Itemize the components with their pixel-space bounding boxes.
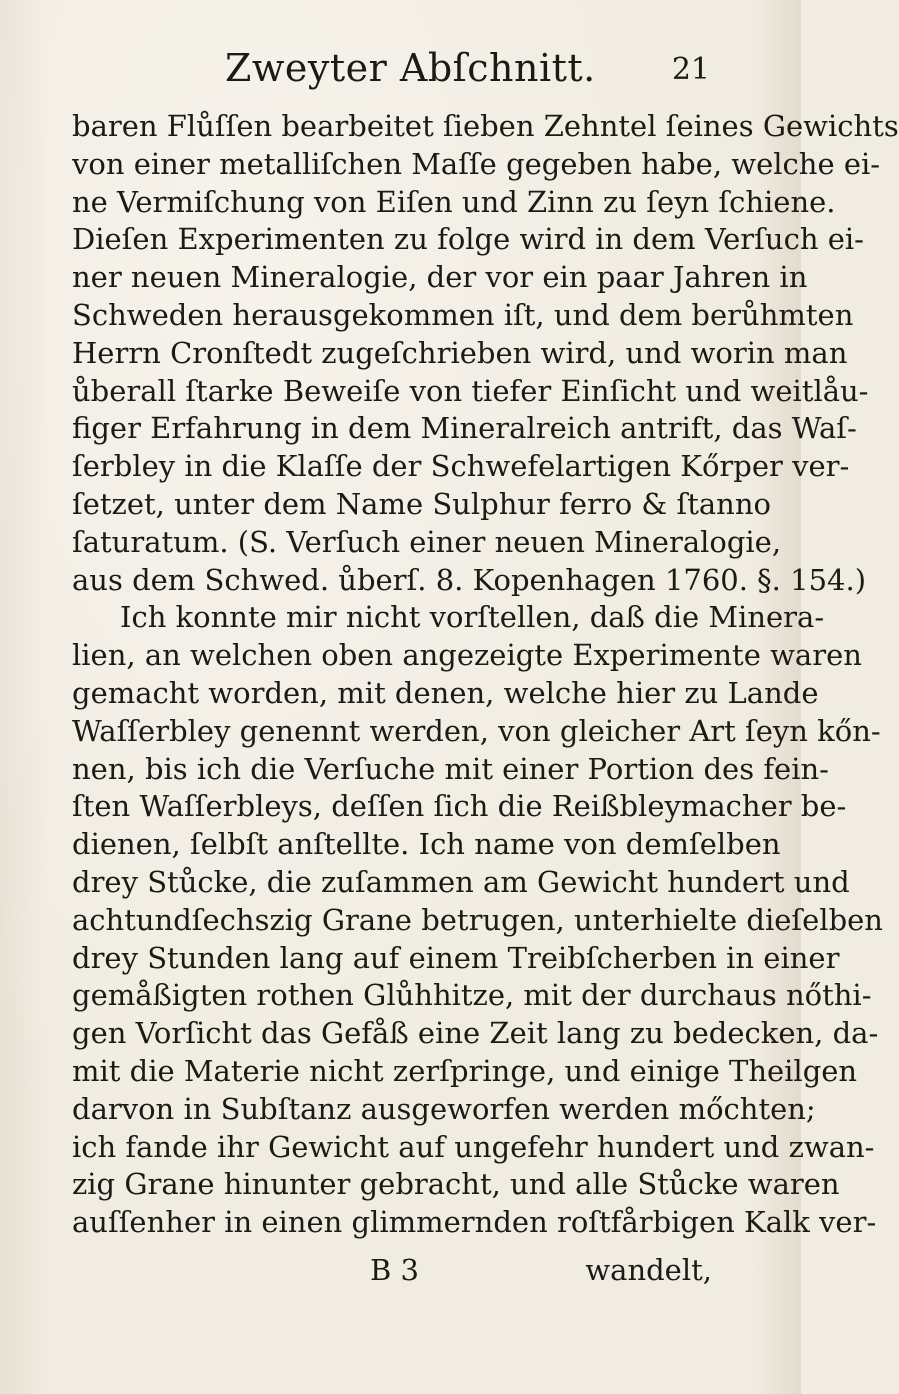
running-header [90, 44, 710, 100]
text-line: drey Stůcke, die zuſammen am Gewicht hundert und [72, 864, 850, 899]
text-line: Schweden herausgekommen iſt, und dem berůhmten [72, 297, 854, 332]
body-text [72, 108, 899, 1242]
text-line: baren Flůſſen bearbeitet ſieben Zehntel ſeines Gewichts [72, 109, 899, 143]
text-line: ne Vermiſchung von Eiſen und Zinn zu ſeyn ſchiene. [72, 184, 836, 219]
text-line: ſten Waſſerbleys, deſſen ſich die Reißbleymacher be- [72, 789, 847, 824]
text-line: auſſenher in einen glimmernden roſtfårbigen Kalk ver- [72, 1205, 877, 1240]
text-line: ich fande ihr Gewicht auf ungefehr hundert und zwan- [72, 1129, 875, 1164]
text-line: ſetzet, unter dem Name Sulphur ferro & ſtanno [72, 486, 771, 521]
text-line: mit die Materie nicht zerſpringe, und einige Theilgen [72, 1053, 858, 1088]
text-line: von einer metalliſchen Maſſe gegeben habe, welche ei- [72, 146, 881, 181]
catchword: wandelt, [585, 1253, 712, 1287]
text-line: darvon in Subſtanz ausgeworfen werden mőchten; [72, 1091, 816, 1126]
text-line: Herrn Cronſtedt zugeſchrieben wird, und worin man [72, 335, 848, 370]
text-line: ſerbley in die Klaſſe der Schwefelartigen Kőrper ver- [72, 449, 850, 484]
signature-mark: B 3 [370, 1253, 419, 1287]
text-line: achtundſechszig Grane betrugen, unterhielte dieſelben [72, 902, 883, 937]
page-footer [72, 1253, 712, 1293]
text-line: gemåßigten rothen Glůhhitze, mit der durchaus nőthi- [72, 978, 872, 1013]
text-line: lien, an welchen oben angezeigte Experimente waren [72, 638, 862, 673]
text-line: Waſſerbley genennt werden, von gleicher Art ſeyn kőn- [72, 713, 881, 748]
text-line: zig Grane hinunter gebracht, und alle Stůcke waren [72, 1167, 840, 1202]
text-line: dienen, ſelbſt anſtellte. Ich name von demſelben [72, 827, 781, 862]
text-line: nen, bis ich die Verſuche mit einer Portion des fein- [72, 751, 829, 786]
text-line: gemacht worden, mit denen, welche hier zu Lande [72, 675, 819, 710]
page-number: 21 [671, 52, 710, 87]
text-line: ſaturatum. (S. Verſuch einer neuen Mineralogie, [72, 524, 782, 559]
text-line: ner neuen Mineralogie, der vor ein paar Jahren in [72, 260, 808, 295]
text-line: aus dem Schwed. ůberſ. 8. Kopenhagen 1760. §. 154.) [72, 562, 867, 597]
text-line: gen Vorſicht das Gefåß eine Zeit lang zu bedecken, da- [72, 1016, 879, 1051]
text-line: ůberall ſtarke Beweiſe von tiefer Einſicht und weitlåu- [72, 373, 869, 408]
text-line: Dieſen Experimenten zu folge wird in dem Verſuch ei- [72, 222, 864, 257]
text-line: Ich konnte mir nicht vorſtellen, daß die Minera- [120, 600, 825, 635]
chapter-title: Zweyter Abſchnitt. [225, 46, 596, 90]
text-line: figer Erfahrung in dem Mineralreich antrift, das Waſ- [72, 411, 857, 446]
text-line: drey Stunden lang auf einem Treibſcherben in einer [72, 940, 840, 975]
